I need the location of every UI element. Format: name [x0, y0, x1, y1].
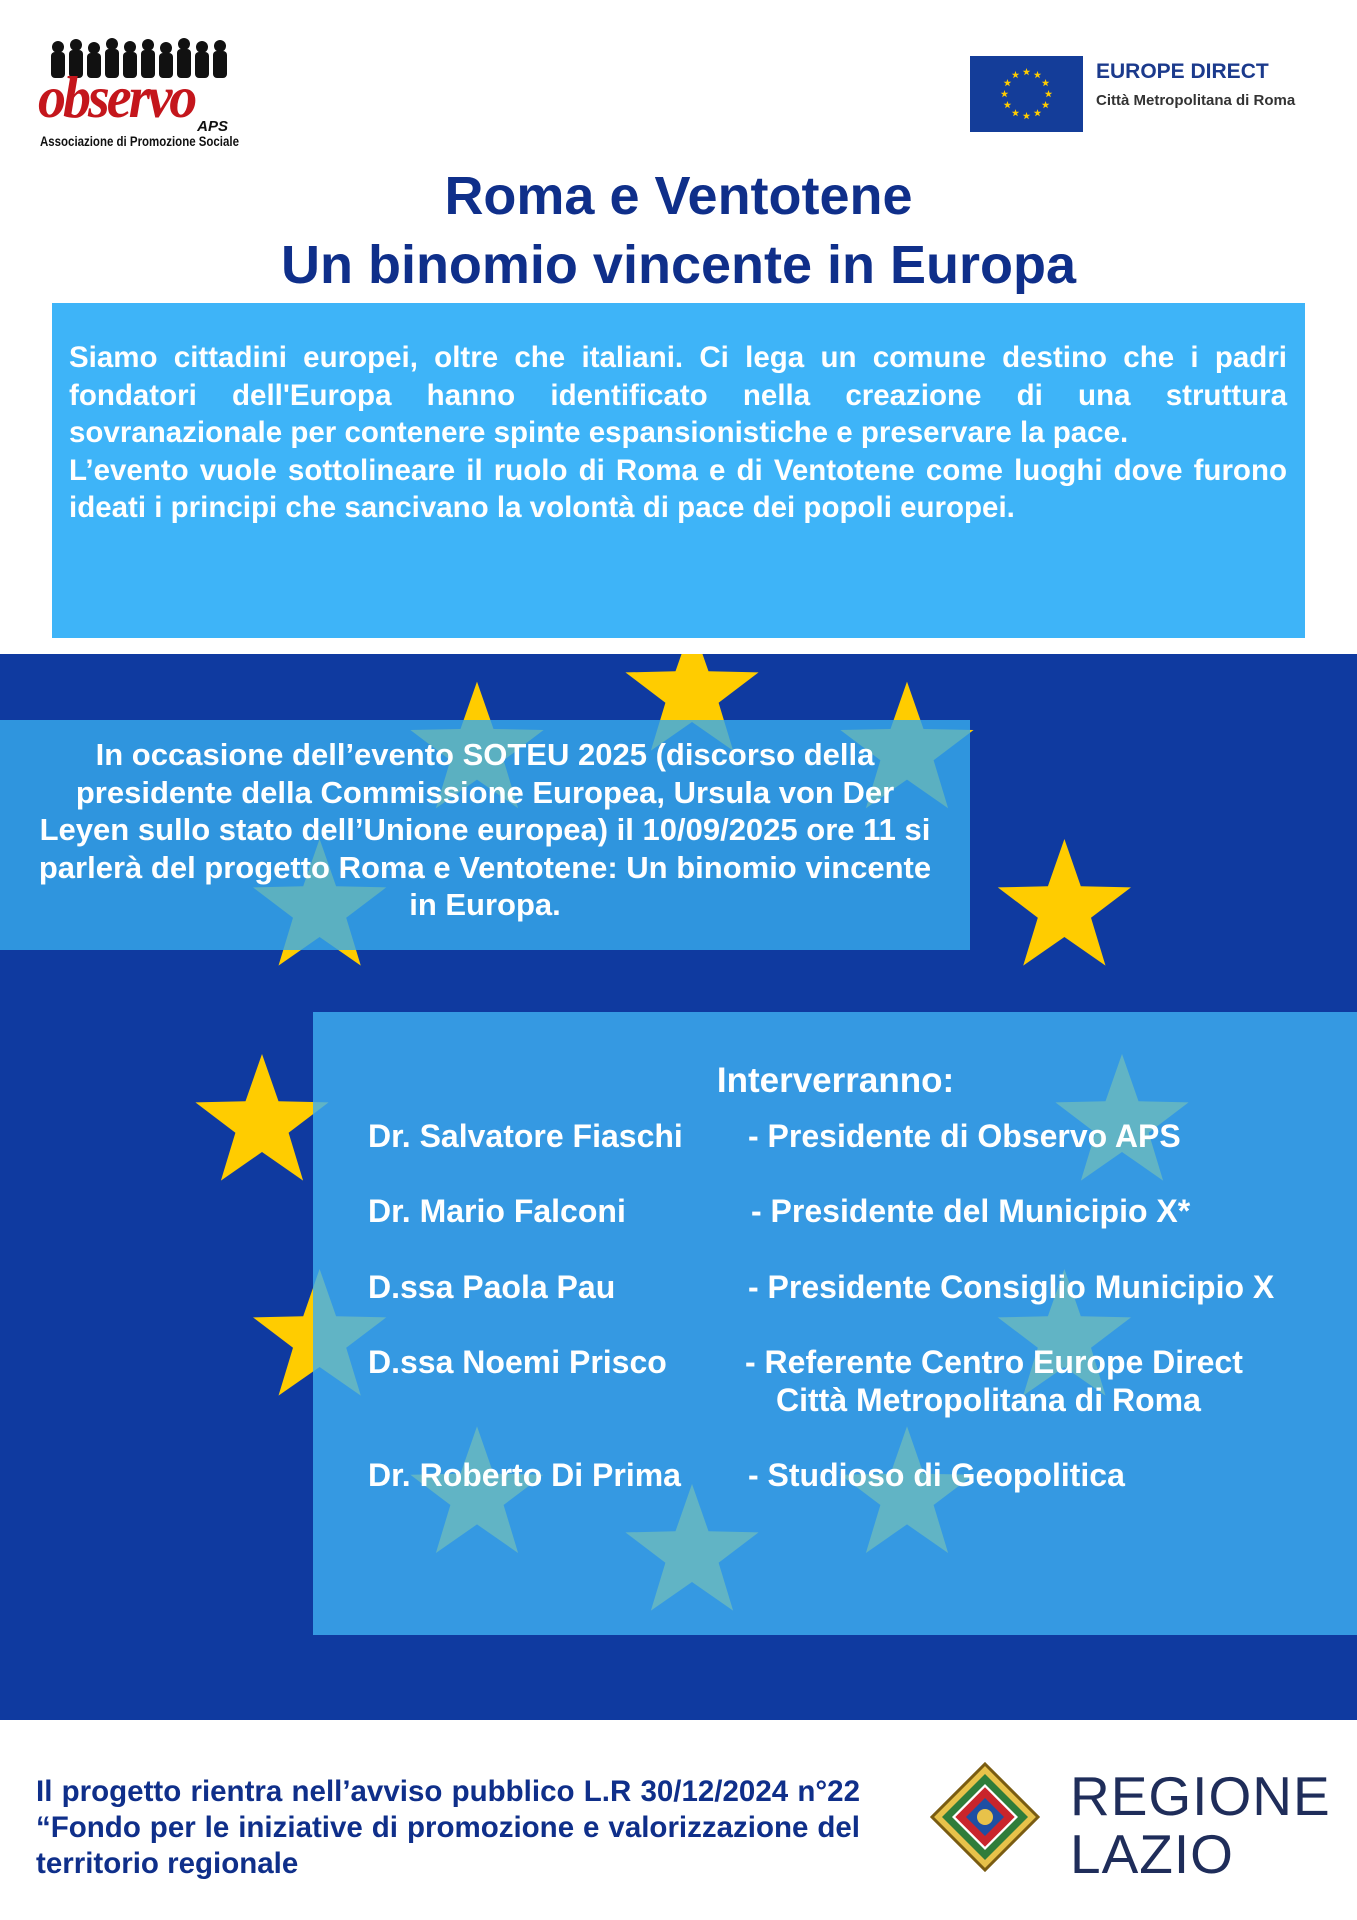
- regione-lazio-crest-icon: [930, 1762, 1040, 1872]
- speaker-name: Dr. Salvatore Fiaschi: [368, 1118, 683, 1154]
- europe-direct-subtitle: Città Metropolitana di Roma: [1096, 92, 1296, 109]
- eu-flag-star-icon: [1042, 79, 1050, 86]
- page-title-line1: Roma e Ventotene: [444, 166, 913, 226]
- eu-flag-star-icon: [1012, 109, 1020, 116]
- observo-logo: [36, 38, 239, 153]
- intro-paragraph-2: L’evento vuole sottolineare il ruolo di Roma e di Ventotene come luoghi dove furono ideati i principi che sancivano la volontà di pace dei popoli europei.: [69, 453, 1287, 524]
- speaker-name: D.ssa Noemi Prisco: [368, 1344, 667, 1380]
- regione-lazio-wordmark-line2: LAZIO: [1070, 1823, 1234, 1885]
- eu-flag-star-icon: [1001, 90, 1009, 97]
- funding-note: Il progetto rientra nell’avviso pubblico L.R 30/12/2024 n°22 “Fondo per le iniziative di promozione e valorizzazione del territorio regionale: [36, 1775, 860, 1880]
- europe-direct-title: EUROPE DIRECT: [1096, 60, 1269, 83]
- eu-flag-star-icon: [1012, 71, 1020, 78]
- intro-box: [52, 303, 1305, 638]
- eu-flag-star-icon: [1023, 112, 1031, 119]
- eu-flag-star-icon: [1023, 68, 1031, 75]
- speaker-name: D.ssa Paola Pau: [368, 1269, 616, 1305]
- eu-flag-star-icon: [1042, 101, 1050, 108]
- eu-flag-star-icon: [1004, 79, 1012, 86]
- speaker-name: Dr. Roberto Di Prima: [368, 1457, 681, 1493]
- event-text: In occasione dell’evento SOTEU 2025 (discorso della presidente della Commissione Europea, Ursula von Der Leyen sullo stato dell’Unione europea) il 10/09/2025 ore 11 si parlerà del progetto Roma e Ventotene: Un binomio vincente in Europa.: [38, 737, 932, 922]
- speaker-role: - Referente Centro Europe Direct: [745, 1344, 1243, 1380]
- eu-star-icon: [195, 1054, 328, 1181]
- eu-flag-icon: [970, 56, 1083, 132]
- speaker-name: Dr. Mario Falconi: [368, 1193, 626, 1229]
- europe-direct-logo: [970, 56, 1300, 136]
- regione-lazio-wordmark-line1: REGIONE: [1070, 1765, 1331, 1827]
- eu-flag-star-icon: [1045, 90, 1053, 97]
- eu-flag-star-icon: [1004, 101, 1012, 108]
- intro-paragraph-1: Siamo cittadini europei, oltre che italiani. Ci lega un comune destino che i padri fondatori dell'Europa hanno identificato nella creazione di una struttura sovranazionale per contenere spinte espansionistiche e preservare la pace.: [69, 341, 1287, 449]
- speaker-role-continued: Città Metropolitana di Roma: [776, 1382, 1201, 1418]
- observo-aps-badge: APS: [197, 118, 228, 135]
- eu-flag-star-icon: [1034, 71, 1042, 78]
- speaker-role: - Presidente del Municipio X*: [751, 1193, 1191, 1229]
- speakers-box: [313, 1012, 1357, 1635]
- observo-subtitle: Associazione di Promozione Sociale: [40, 134, 239, 149]
- speaker-role: - Presidente di Observo APS: [748, 1118, 1181, 1154]
- event-box: [0, 720, 970, 950]
- eu-flag-star-icon: [1034, 109, 1042, 116]
- observo-wordmark: observo: [38, 65, 195, 131]
- speaker-role: - Presidente Consiglio Municipio X: [748, 1269, 1275, 1305]
- speakers-heading: Interverranno:: [716, 1061, 955, 1100]
- page-title-line2: Un binomio vincente in Europa: [280, 235, 1077, 295]
- speaker-role: - Studioso di Geopolitica: [748, 1457, 1125, 1493]
- eu-star-icon: [998, 839, 1131, 966]
